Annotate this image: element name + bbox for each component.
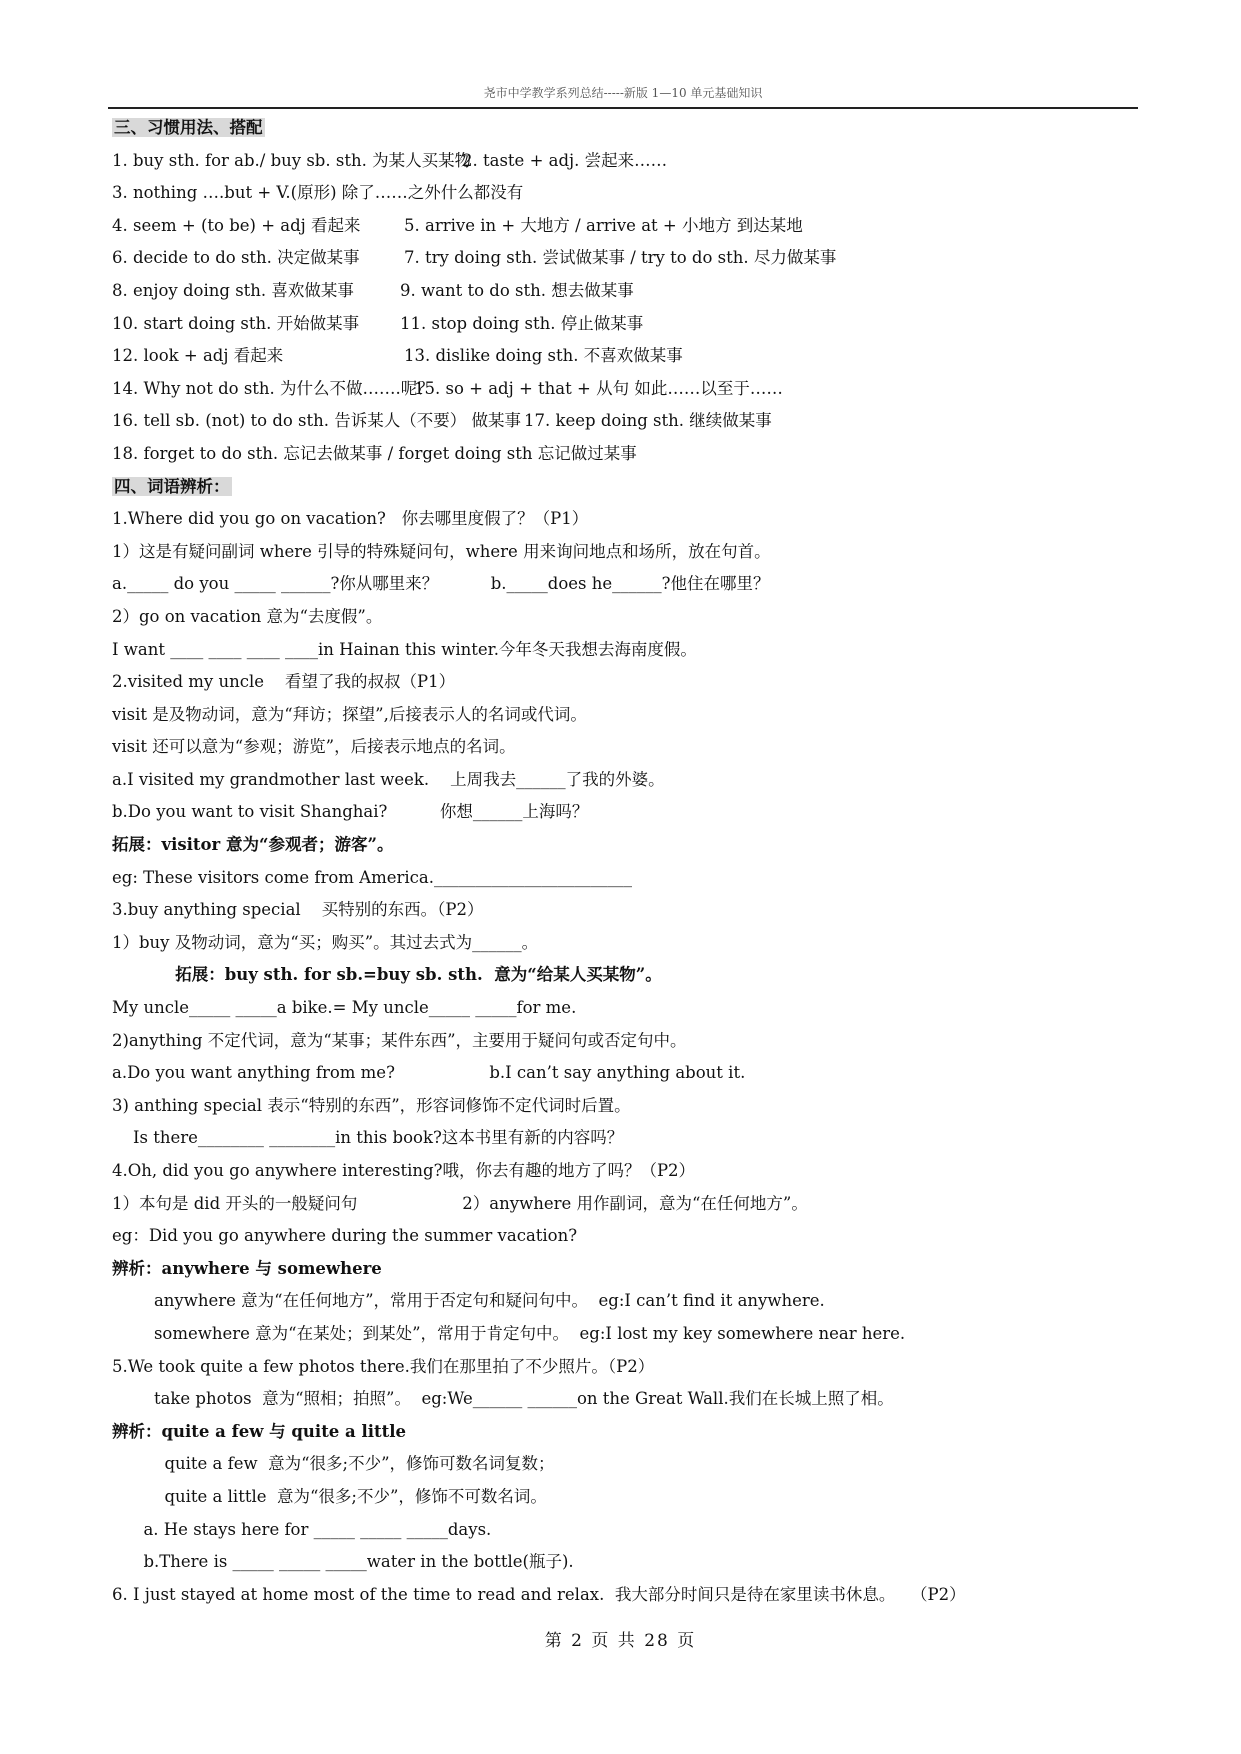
collocation-item: 3. nothing ….but + V.(原形) 除了……之外什么都没有: [112, 183, 524, 203]
text-line: 1）本句是 did 开头的一般疑问句 2）anywhere 用作副词，意为“在任何地方”。: [112, 1193, 808, 1213]
collocation-item: 7. try doing sth. 尝试做某事 / try to do sth. 尽力做某事: [404, 248, 837, 268]
text-line: a.I visited my grandmother last week. 上周我去______了我的外婆。: [112, 769, 665, 789]
text-line: take photos 意为“照相；拍照”。 eg:We______ ______on the Great Wall.我们在长城上照了相。: [112, 1389, 894, 1409]
text-line: 2.visited my uncle 看望了我的叔叔（P1）: [112, 672, 456, 692]
page-header: 尧市中学教学系列总结-----新版 1—10 单元基础知识: [483, 86, 763, 100]
collocation-row: [112, 308, 1142, 341]
collocation-item: 12. look + adj 看起来: [112, 346, 284, 366]
collocation-item: 18. forget to do sth. 忘记去做某事 / forget doing sth 忘记做过某事: [112, 443, 637, 463]
collocation-row: [112, 438, 1142, 471]
text-line: Is there________ ________in this book?这本书里有新的内容吗？: [112, 1128, 624, 1148]
header-rule: [108, 107, 1138, 109]
text-line: 1）buy 及物动词，意为“买；购买”。其过去式为______。: [112, 932, 539, 952]
collocation-row: [112, 145, 1142, 178]
collocation-item: 4. seem + (to be) + adj 看起来: [112, 215, 361, 235]
word-analysis-list: [112, 503, 1142, 1611]
text-line: eg: These visitors come from America.________________________: [112, 867, 632, 887]
collocation-item: 8. enjoy doing sth. 喜欢做某事: [112, 280, 354, 300]
text-line: 1.Where did you go on vacation? 你去哪里度假了？（P1）: [112, 509, 589, 529]
text-line: 3.buy anything special 买特别的东西。（P2）: [112, 900, 484, 920]
text-line: 3) anthing special 表示“特别的东西”，形容词修饰不定代词时后置。: [112, 1095, 631, 1115]
collocation-list: [112, 145, 1142, 471]
text-line: somewhere 意为“在某处；到某处”，常用于肯定句中。 eg:I lost my key somewhere near here.: [112, 1323, 906, 1343]
text-line: 2)anything 不定代词，意为“某事；某件东西”，主要用于疑问句或否定句中。: [112, 1030, 687, 1050]
collocation-row: [112, 405, 1142, 438]
text-line: 6. I just stayed at home most of the time to read and relax. 我大部分时间只是待在家里读书休息。 （P2）: [112, 1584, 966, 1604]
text-line: eg：Did you go anywhere during the summer vacation?: [112, 1226, 578, 1246]
text-line: My uncle_____ _____a bike.= My uncle_____ _____for me.: [112, 998, 577, 1018]
text-line: 4.Oh, did you go anywhere interesting?哦，你去有趣的地方了吗？（P2）: [112, 1161, 696, 1180]
text-line: 2）go on vacation 意为“去度假”。: [112, 606, 383, 626]
collocation-row: [112, 340, 1142, 373]
collocation-row: [112, 177, 1142, 210]
collocation-item: 2. taste + adj. 尝起来……: [462, 150, 668, 170]
text-line: b.Do you want to visit Shanghai? 你想______上海吗？: [112, 802, 589, 822]
text-line: 辨析：anywhere 与 somewhere: [112, 1258, 382, 1278]
text-line: 辨析：quite a few 与 quite a little: [112, 1421, 407, 1441]
text-line: 1）这是有疑问副词 where 引导的特殊疑问句，where 用来询问地点和场所，放在句首。: [112, 541, 771, 561]
text-line: b.There is _____ _____ _____water in the bottle(瓶子).: [112, 1552, 574, 1572]
collocation-row: [112, 373, 1142, 406]
collocation-row: [112, 210, 1142, 243]
collocation-item: 11. stop doing sth. 停止做某事: [400, 313, 644, 333]
collocation-item: 6. decide to do sth. 决定做某事: [112, 248, 360, 268]
collocation-row: [112, 242, 1142, 275]
text-line: a.Do you want anything from me? b.I can’t say anything about it.: [112, 1063, 746, 1083]
section-3-title: 三、习惯用法、搭配: [114, 118, 263, 137]
collocation-item: 1. buy sth. for ab./ buy sb. sth. 为某人买某物: [112, 150, 472, 170]
collocation-item: 13. dislike doing sth. 不喜欢做某事: [404, 346, 683, 366]
collocation-item: 14. Why not do sth. 为什么不做…….呢？: [112, 378, 434, 398]
text-line: a. He stays here for _____ _____ _____days.: [112, 1519, 492, 1539]
document-body: [112, 112, 1142, 1611]
text-line: I want ____ ____ ____ ____in Hainan this winter.今年冬天我想去海南度假。: [112, 639, 697, 659]
collocation-item: 9. want to do sth. 想去做某事: [400, 280, 634, 300]
collocation-item: 17. keep doing sth. 继续做某事: [524, 411, 772, 431]
text-line: 5.We took quite a few photos there.我们在那里拍了不少照片。（P2）: [112, 1356, 655, 1376]
text-line: 拓展：buy sth. for sb.=buy sb. sth. 意为“给某人买某物”。: [112, 965, 662, 985]
text-line: 拓展：visitor 意为“参观者；游客”。: [112, 835, 394, 855]
collocation-item: 15. so + adj + that + 从句 如此……以至于……: [414, 378, 783, 398]
collocation-item: 10. start doing sth. 开始做某事: [112, 313, 360, 333]
text-line: visit 是及物动词，意为“拜访；探望”,后接表示人的名词或代词。: [112, 704, 587, 724]
page-number: 第 2 页 共 28 页: [544, 1631, 697, 1651]
text-line: a._____ do you _____ ______?你从哪里来？ b._____does he______?他住在哪里？: [112, 574, 770, 594]
section-4-title: 四、词语辨析：: [114, 476, 230, 496]
text-line: visit 还可以意为“参观；游览”，后接表示地点的名词。: [112, 737, 516, 757]
text-line: anywhere 意为“在任何地方”，常用于否定句和疑问句中。 eg:I can’t find it anywhere.: [112, 1291, 825, 1311]
collocation-item: 16. tell sb. (not) to do sth. 告诉某人（不要） 做某事: [112, 411, 522, 431]
text-line: quite a few 意为“很多;不少”，修饰可数名词复数；: [112, 1454, 555, 1474]
collocation-row: [112, 275, 1142, 308]
collocation-item: 5. arrive in + 大地方 / arrive at + 小地方 到达某地: [404, 215, 803, 235]
text-line: quite a little 意为“很多;不少”，修饰不可数名词。: [112, 1486, 547, 1506]
